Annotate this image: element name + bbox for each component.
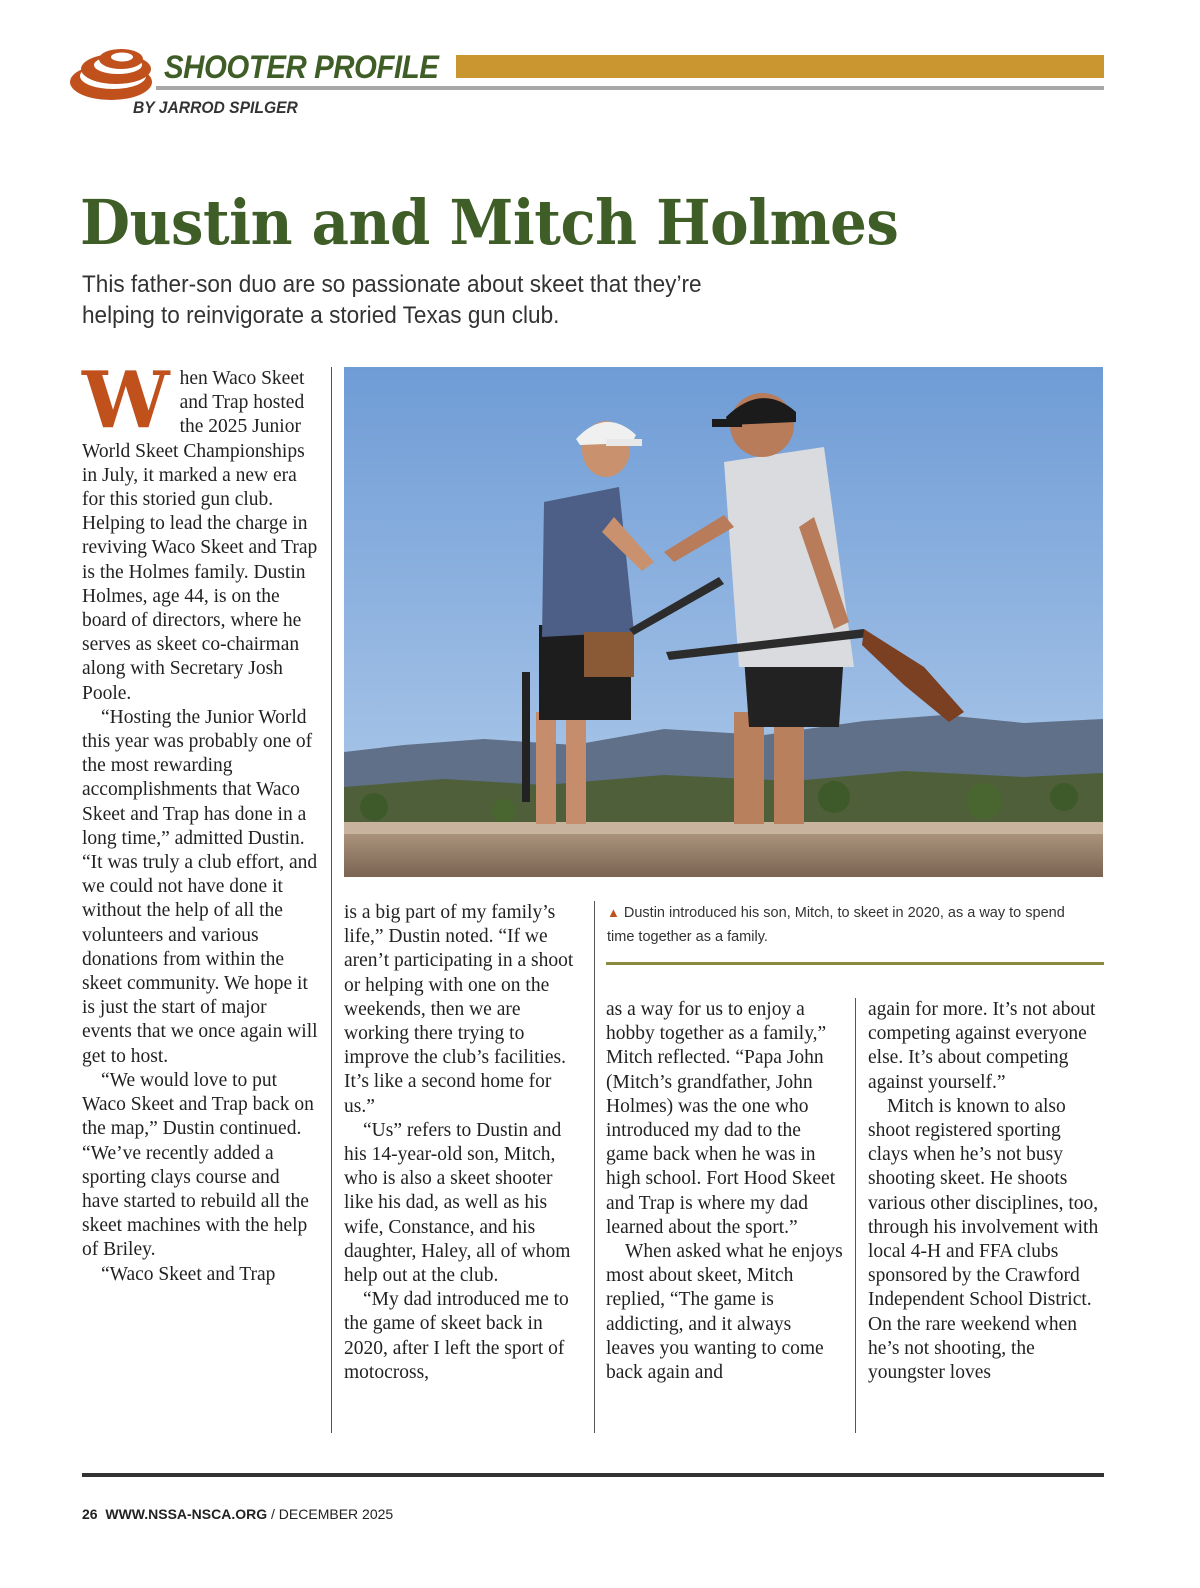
caption-rule <box>606 962 1104 965</box>
article-subtitle: This father-son duo are so passionate about skeet that they’re helping to reinvigorate a storied Texas gun club. <box>82 271 702 329</box>
column-divider <box>331 367 332 1433</box>
footer-separator: / <box>271 1506 275 1522</box>
paragraph: hen Waco Skeet and Trap hosted the 2025 Junior World Skeet Championships in July, it marked a new era for this storied gun club. Helping to lead the charge in reviving Waco Skeet and Trap is the Holmes family. Dustin Holmes, age 44, is on the board of directors, where he serves as skeet co-chairman along with Secretary Josh Poole. <box>82 368 318 704</box>
paragraph: “Hosting the Junior World this year was probably one of the most rewarding accomplishments that Waco Skeet and Trap has done in a long time,” admitted Dustin. “It was truly a club effort, and we could not have done it without the help of all the volunteers and various donations from within the skeet community. We hope it is just the start of major events that we once again will get to host. <box>82 706 318 1067</box>
paragraph: “My dad introduced me to the game of skeet back in 2020, after I left the sport of motocross, <box>344 1289 569 1383</box>
text-column-3 <box>606 998 844 1385</box>
caption-triangle-icon: ▲ <box>607 905 620 920</box>
text-column-4 <box>868 998 1104 1385</box>
paragraph: Mitch is known to also shoot registered sporting clays when he’s not busy shooting skeet. He shoots various other disciplines, too, through his involvement with local 4-H and FFA clubs sponsored by the Crawford Independent School District. On the rare weekend when he’s not shooting, the youngster loves <box>868 1095 1099 1384</box>
drop-cap: W <box>82 355 170 446</box>
clay-target-logo-icon <box>66 42 156 104</box>
footer-url[interactable]: WWW.NSSA-NSCA.ORG <box>105 1506 268 1522</box>
header-gray-rule <box>156 86 1104 90</box>
header-gold-bar <box>456 55 1104 78</box>
photo-caption <box>607 901 1087 949</box>
text-column-1 <box>82 355 320 1287</box>
byline: BY JARROD SPILGER <box>133 98 298 117</box>
text-column-2 <box>344 901 580 1385</box>
article-photo <box>344 367 1103 877</box>
footer <box>82 1506 393 1522</box>
paragraph: “Waco Skeet and Trap <box>101 1263 276 1285</box>
caption-text: Dustin introduced his son, Mitch, to skeet in 2020, as a way to spend time together as a family. <box>607 905 1065 945</box>
column-divider <box>855 998 856 1433</box>
paragraph: When asked what he enjoys most about skeet, Mitch replied, “The game is addicting, and it always leaves you wanting to come back again and <box>606 1241 843 1384</box>
section-label: SHOOTER PROFILE <box>164 49 439 85</box>
article-title: Dustin and Mitch Holmes <box>80 186 899 259</box>
paragraph: is a big part of my family’s life,” Dustin noted. “If we aren’t participating in a shoot or helping with one on the weekends, then we are working there trying to improve the club’s facilities. It’s like a second home for us.” <box>344 902 574 1117</box>
paragraph: again for more. It’s not about competing against everyone else. It’s about competing against yourself.” <box>868 999 1096 1093</box>
column-divider <box>594 901 595 1433</box>
footer-issue: DECEMBER 2025 <box>278 1506 394 1522</box>
footer-rule <box>82 1473 1104 1477</box>
paragraph: “Us” refers to Dustin and his 14-year-old son, Mitch, who is also a skeet shooter like his dad, as well as his wife, Constance, and his daughter, Haley, all of whom help out at the club. <box>344 1119 571 1287</box>
paragraph: as a way for us to enjoy a hobby together as a family,” Mitch reflected. “Papa John (Mitch’s grandfather, John Holmes) was the one who introduced my dad to the game back when he was in high school. Fort Hood Skeet and Trap is where my dad learned about the sport.” <box>606 999 836 1238</box>
page-number: 26 <box>82 1506 98 1522</box>
paragraph: “We would love to put Waco Skeet and Trap back on the map,” Dustin continued. “We’ve recently added a sporting clays course and have started to rebuild all the skeet machines with the help of Briley. <box>82 1069 314 1261</box>
